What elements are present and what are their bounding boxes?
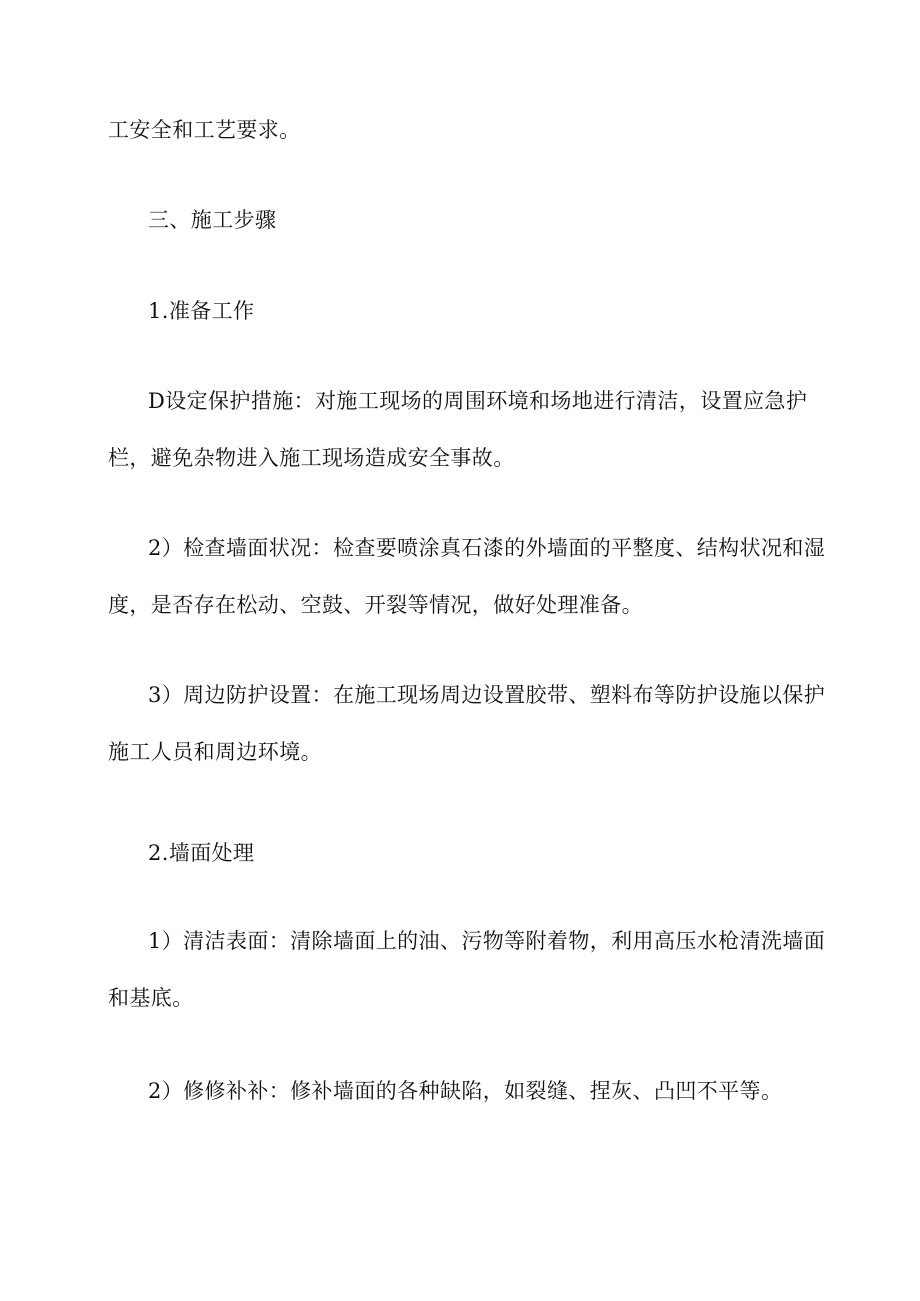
paragraph-line: 2）修修补补：修补墙面的各种缺陷，如裂缝、捏灰、凸凹不平等。: [148, 1079, 783, 1103]
paragraph-line: 施工人员和周边环境。: [108, 740, 322, 764]
paragraph-line: 和基底。: [108, 986, 194, 1010]
paragraph-line: 工安全和工艺要求。: [108, 118, 301, 142]
paragraph-line: 2）检查墙面状况：检查要喷涂真石漆的外墙面的平整度、结构状况和湿: [148, 536, 826, 560]
subsection-heading: 1.准备工作: [148, 299, 255, 323]
paragraph-line: 栏，避免杂物进入施工现场造成安全事故。: [108, 446, 515, 470]
section-heading: 三、施工步骤: [148, 208, 277, 232]
subsection-heading: 2.墙面处理: [148, 841, 255, 865]
paragraph-line: 度，是否存在松动、空鼓、开裂等情况，做好处理准备。: [108, 593, 643, 617]
paragraph-line: 3）周边防护设置：在施工现场周边设置胶带、塑料布等防护设施以保护: [148, 683, 826, 707]
paragraph-line: D设定保护措施：对施工现场的周围环境和场地进行清洁，设置应急护: [148, 389, 808, 413]
paragraph-line: 1）清洁表面：清除墙面上的油、污物等附着物，利用高压水枪清洗墙面: [148, 929, 826, 953]
